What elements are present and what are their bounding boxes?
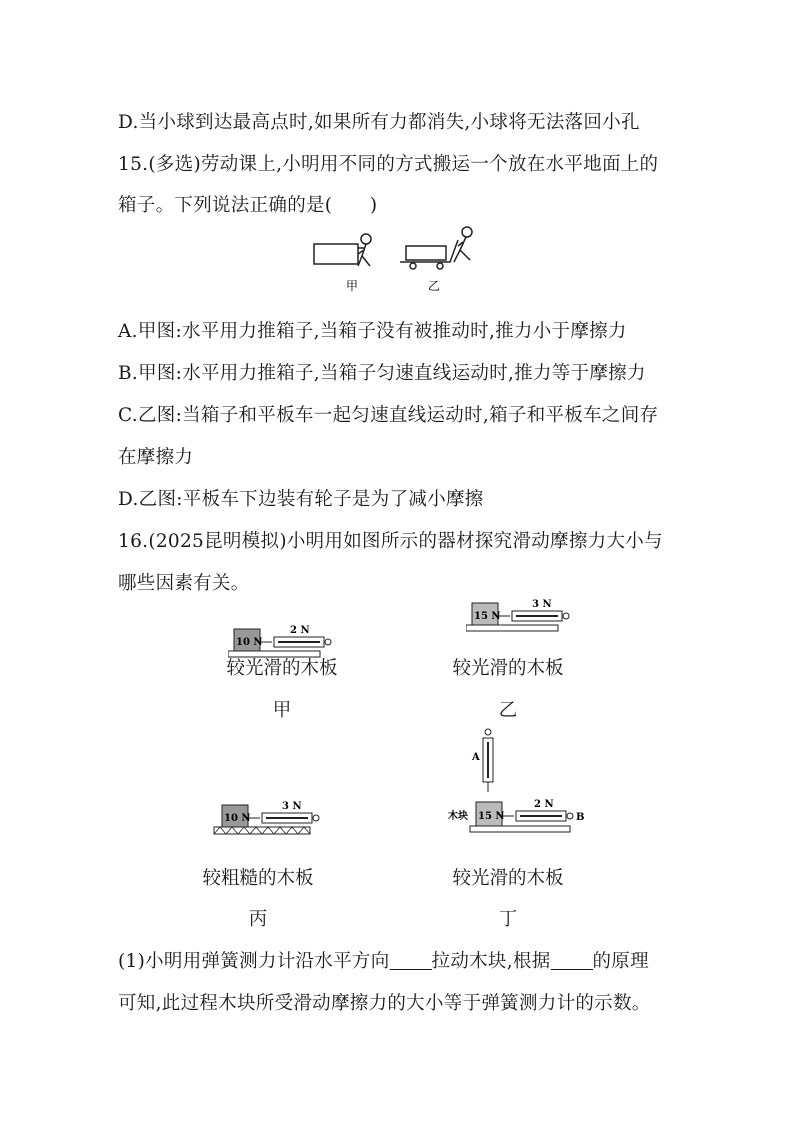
figure-15: [300, 226, 500, 296]
question-16-line1: 16.(2025昆明模拟)小明用如图所示的器材探究滑动摩擦力大小与: [118, 531, 663, 552]
ding-block-weight: 15 N: [478, 811, 505, 822]
figure-16-ding: [446, 726, 606, 838]
ding-surface: 较光滑的木板: [452, 868, 564, 889]
question-15-line2: 箱子。下列说法正确的是( ): [118, 195, 378, 216]
option-d: D.乙图:平板车下边装有轮子是为了减小摩擦: [118, 489, 484, 510]
ding-reading: 2 N: [534, 799, 554, 810]
question-16-line2: 哪些因素有关。: [118, 573, 250, 594]
ding-meter-b: B: [576, 812, 585, 823]
yi-surface: 较光滑的木板: [452, 658, 564, 679]
fig15-label-jia: 甲: [346, 279, 359, 293]
option-b: B.甲图:水平用力推箱子,当箱子匀速直线运动时,推力等于摩擦力: [118, 363, 646, 384]
bing-block-weight: 10 N: [224, 813, 251, 824]
yi-label: 乙: [498, 700, 518, 721]
part-1-line2: 可知,此过程木块所受滑动摩擦力的大小等于弹簧测力计的示数。: [118, 993, 651, 1014]
option-a: A.甲图:水平用力推箱子,当箱子没有被推动时,推力小于摩擦力: [118, 321, 627, 342]
part-1-text-a: (1)小明用弹簧测力计沿水平方向: [118, 951, 390, 972]
answer-blank-2[interactable]: [551, 951, 593, 971]
jia-surface: 较光滑的木板: [226, 658, 338, 679]
yi-reading: 3 N: [532, 599, 552, 610]
part-1-line1: [118, 947, 649, 973]
jia-label: 甲: [272, 700, 292, 721]
jia-block-weight: 10 N: [236, 637, 263, 648]
option-c-line1: C.乙图:当箱子和平板车一起匀速直线运动时,箱子和平板车之间存: [118, 405, 659, 426]
yi-block-weight: 15 N: [474, 611, 501, 622]
figure-16-yi: [466, 596, 586, 638]
ding-meter-a: A: [472, 752, 480, 763]
ding-label: 丁: [498, 909, 518, 930]
figure-16-bing: [212, 798, 332, 840]
bing-label: 丙: [248, 909, 268, 930]
part-1-text-c: 的原理: [592, 951, 649, 972]
answer-blank-1[interactable]: [390, 951, 432, 971]
bing-surface: 较粗糙的木板: [202, 868, 314, 889]
ding-block-name: 木块: [448, 811, 468, 822]
part-1-text-b: 拉动木块,根据: [431, 951, 551, 972]
question-15-line1: 15.(多选)劳动课上,小明用不同的方式搬运一个放在水平地面上的: [118, 154, 659, 175]
option-c-line2: 在摩擦力: [118, 447, 194, 468]
jia-reading: 2 N: [290, 625, 310, 636]
option-d-prev: D.当小球到达最高点时,如果所有力都消失,小球将无法落回小孔: [118, 112, 640, 133]
fig15-label-yi: 乙: [428, 279, 441, 293]
bing-reading: 3 N: [282, 801, 302, 812]
